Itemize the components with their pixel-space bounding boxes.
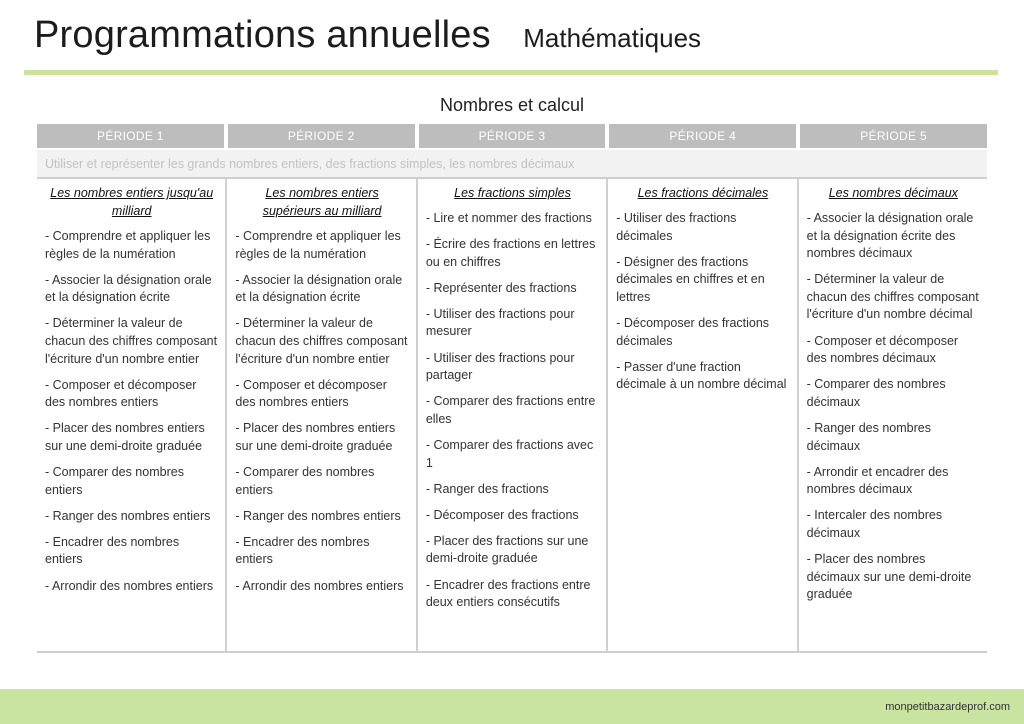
list-item: - Comparer des nombres décimaux bbox=[806, 377, 946, 409]
list-item: - Ranger des nombres entiers bbox=[45, 508, 211, 523]
footer-website: monpetitbazardeprof.com bbox=[885, 701, 1010, 713]
period-3-column bbox=[418, 179, 608, 651]
list-item: - Comparer des fractions avec 1 bbox=[425, 437, 594, 470]
period-2-column bbox=[227, 179, 417, 651]
list-item: - Encadrer des nombres entiers bbox=[45, 534, 180, 567]
list-item: - Ranger des fractions bbox=[425, 481, 549, 496]
list-item: - Encadrer des nombres entiers bbox=[235, 534, 370, 567]
list-item: - Décomposer des fractions bbox=[425, 507, 579, 522]
list-item: - Placer des nombres entiers sur une demi-droite graduée bbox=[45, 421, 205, 453]
period-1-column bbox=[37, 179, 227, 651]
list-item: - Comprendre et appliquer les règles de la numération bbox=[235, 229, 401, 261]
period-5-header: PÉRIODE 5 bbox=[800, 124, 987, 148]
list-item: - Ranger des nombres entiers bbox=[235, 508, 401, 523]
column-title: Les nombres entiers jusqu'au milliard bbox=[50, 186, 214, 218]
list-item: - Lire et nommer des fractions bbox=[425, 211, 592, 225]
list-item: - Utiliser des fractions décimales bbox=[616, 211, 737, 243]
list-item: - Composer et décomposer des nombres entiers bbox=[235, 377, 387, 410]
period-3-header: PÉRIODE 3 bbox=[419, 124, 606, 148]
list-item: - Représenter des fractions bbox=[425, 280, 577, 295]
list-item: - Utiliser des fractions pour mesurer bbox=[425, 306, 575, 339]
list-item: - Déterminer la valeur de chacun des chiffres composant l'écriture d'un nombre entier bbox=[235, 316, 408, 366]
period-2-header: PÉRIODE 2 bbox=[228, 124, 415, 148]
list-item: - Ranger des nombres décimaux bbox=[806, 420, 931, 453]
section-title: Nombres et calcul bbox=[439, 95, 585, 115]
list-item: - Déterminer la valeur de chacun des chiffres composant l'écriture d'un nombre décimal bbox=[806, 272, 979, 322]
list-item: - Écrire des fractions en lettres ou en chiffres bbox=[425, 237, 596, 269]
footer-bar bbox=[0, 689, 1024, 724]
list-item: - Placer des nombres décimaux sur une demi-droite graduée bbox=[806, 552, 972, 602]
period-5-column bbox=[799, 179, 987, 651]
list-item: - Encadrer des fractions entre deux entiers consécutifs bbox=[425, 577, 591, 610]
list-item: - Passer d'une fraction décimale à un nombre décimal bbox=[616, 359, 787, 392]
header-divider bbox=[24, 70, 998, 75]
list-item: - Arrondir des nombres entiers bbox=[235, 578, 404, 593]
subject-title: Mathématiques bbox=[523, 23, 702, 53]
list-item: - Composer et décomposer des nombres décimaux bbox=[806, 333, 959, 366]
list-item: - Utiliser des fractions pour partager bbox=[425, 350, 575, 383]
page-title: Programmations annuelles bbox=[34, 14, 491, 56]
period-4-header: PÉRIODE 4 bbox=[609, 124, 796, 148]
column-title: Les nombres décimaux bbox=[828, 186, 958, 200]
list-item: - Placer des fractions sur une demi-droite graduée bbox=[425, 533, 589, 566]
column-title: Les fractions simples bbox=[454, 186, 571, 200]
list-item: - Comparer des nombres entiers bbox=[45, 465, 184, 497]
list-item: - Composer et décomposer des nombres entiers bbox=[45, 377, 197, 410]
period-1-header: PÉRIODE 1 bbox=[37, 124, 224, 148]
list-item: - Comparer des nombres entiers bbox=[235, 465, 375, 497]
list-item: - Arrondir et encadrer des nombres décimaux bbox=[806, 464, 949, 497]
programming-table bbox=[37, 124, 987, 653]
list-item: - Comprendre et appliquer les règles de la numération bbox=[45, 229, 211, 261]
list-item: - Associer la désignation orale et la désignation écrite bbox=[45, 272, 212, 305]
list-item: - Arrondir des nombres entiers bbox=[45, 578, 214, 593]
page-header bbox=[34, 14, 701, 57]
list-item: - Décomposer des fractions décimales bbox=[616, 315, 770, 348]
list-item: - Associer la désignation orale et la désignation écrite bbox=[235, 272, 403, 305]
list-item: - Placer des nombres entiers sur une demi-droite graduée bbox=[235, 421, 396, 453]
list-item: - Intercaler des nombres décimaux bbox=[806, 508, 943, 540]
column-title: Les fractions décimales bbox=[637, 186, 769, 200]
period-columns bbox=[37, 179, 987, 653]
list-item: - Associer la désignation orale et la désignation écrite des nombres décimaux bbox=[806, 211, 974, 261]
list-item: - Comparer des fractions entre elles bbox=[425, 394, 596, 426]
period-4-column bbox=[608, 179, 798, 651]
topic-band: Utiliser et représenter les grands nombres entiers, des fractions simples, les nombres décimaux bbox=[37, 150, 987, 179]
column-title: Les nombres entiers supérieurs au milliard bbox=[262, 186, 382, 218]
list-item: - Désigner des fractions décimales en chiffres et en lettres bbox=[616, 254, 765, 304]
period-header-row bbox=[37, 124, 987, 148]
list-item: - Déterminer la valeur de chacun des chiffres composant l'écriture d'un nombre entier bbox=[45, 316, 218, 366]
